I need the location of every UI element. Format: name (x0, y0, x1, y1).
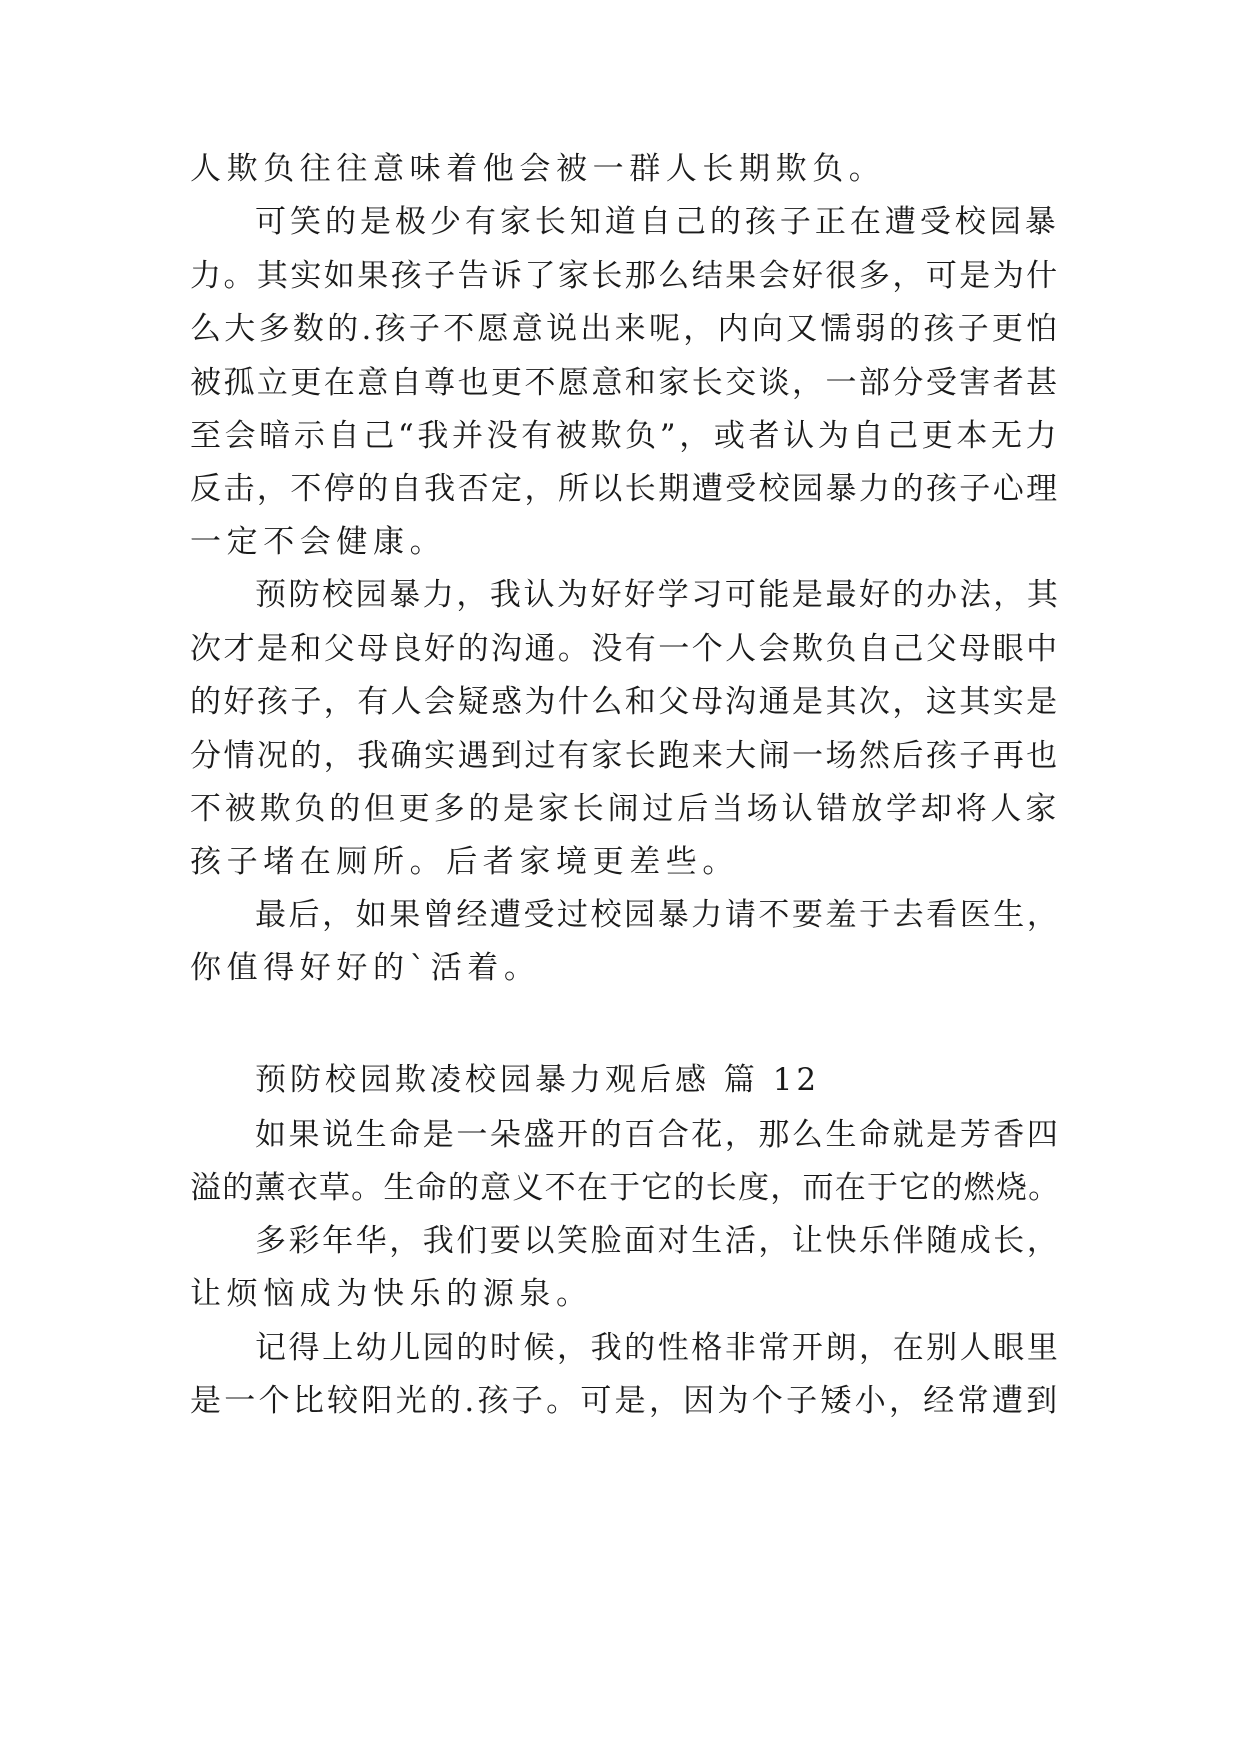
text-line: 至会暗示自己“我并没有被欺负”，或者认为自己更本无力 (190, 418, 1061, 454)
text-line: 人欺负往往意味着他会被一群人长期欺负。 (190, 151, 886, 187)
text-line: 反击，不停的自我否定，所以长期遭受校园暴力的孩子心理 (190, 471, 1060, 507)
text-line: 分情况的，我确实遇到过有家长跑来大闹一场然后孩子再也 (190, 738, 1060, 774)
text-line: 力。其实如果孩子告诉了家长那么结果会好很多，可是为什 (190, 258, 1060, 294)
text-line: 次才是和父母良好的沟通。没有一个人会欺负自己父母眼中 (190, 631, 1060, 667)
paragraph-start: 记得上幼儿园的时候，我的性格非常开朗，在别人眼里 (255, 1330, 1061, 1366)
text-line: 不被欺负的但更多的是家长闹过后当场认错放学却将人家 (190, 791, 1060, 827)
paragraph-start: 最后，如果曾经遭受过校园暴力请不要羞于去看医生， (255, 897, 1061, 933)
paragraph-start: 如果说生命是一朵盛开的百合花，那么生命就是芳香四 (255, 1117, 1061, 1153)
text-line: 溢的薰衣草。生命的意义不在于它的长度，而在于它的燃烧。 (190, 1170, 1061, 1206)
text-line: 是一个比较阳光的.孩子。可是，因为个子矮小，经常遭到 (190, 1383, 1061, 1419)
paragraph-start: 可笑的是极少有家长知道自己的孩子正在遭受校园暴 (255, 204, 1060, 240)
paragraph-start: 预防校园暴力，我认为好好学习可能是最好的办法，其 (255, 577, 1061, 613)
text-line: 一定不会健康。 (190, 524, 447, 560)
text-line: 的好孩子，有人会疑惑为什么和父母沟通是其次，这其实是 (190, 684, 1060, 720)
text-line: 被孤立更在意自尊也更不愿意和家长交谈，一部分受害者甚 (190, 365, 1060, 401)
paragraph-start: 多彩年华，我们要以笑脸面对生活，让快乐伴随成长， (255, 1223, 1061, 1259)
text-line: 孩子堵在厕所。后者家境更差些。 (190, 844, 739, 880)
section-heading: 预防校园欺凌校园暴力观后感 篇 12 (255, 1062, 821, 1098)
text-line: 让烦恼成为快乐的源泉。 (190, 1276, 593, 1312)
text-line: 么大多数的.孩子不愿意说出来呢，内向又懦弱的孩子更怕 (190, 311, 1061, 347)
text-line: 你值得好好的`活着。 (190, 950, 541, 986)
